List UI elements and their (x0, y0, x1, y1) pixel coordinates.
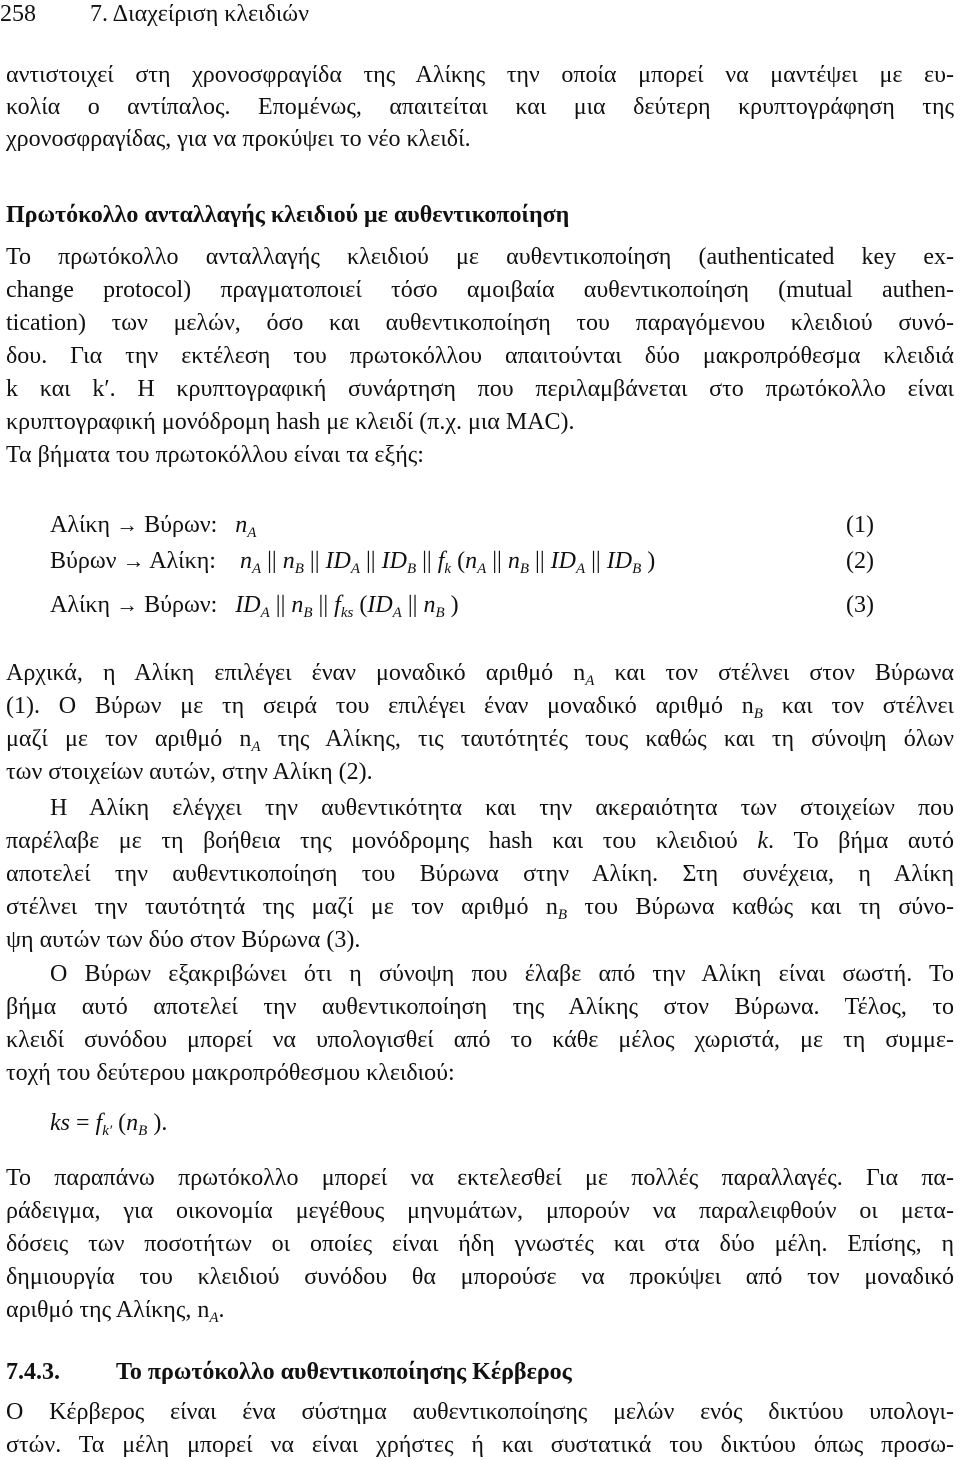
para1-line-5: k και k′. Η κρυπτογραφική συνάρτηση που περιλαμβάνεται στο πρωτόκολλο είναι (6, 376, 954, 402)
para1-line-4: δου. Για την εκτέλεση του πρωτοκόλλου απαιτούνται δύο μακροπρόθεσμα κλειδιά (6, 343, 954, 369)
protocol-step-2: Βύρων → Αλίκη: $n_A$ || $n_B$ || $ID_A$ || $ID_B$ || $f_k$ ($n_A$ || $n_B$ || $ID_A$ || $ID_B$ ) (50, 548, 656, 577)
intro-line-3: χρονοσφραγίδας, για να προκύψει το νέο κλειδί. (6, 126, 471, 152)
protocol-step-1: Αλίκη → Βύρων: $n_A$ (50, 512, 257, 541)
right-arrow-icon: → (122, 548, 145, 573)
para2-line-2: (1). Ο Βύρων με τη σειρά του επιλέγει έναν μοναδικό αριθμό $n_B$ και τον στέλνει (6, 693, 954, 722)
intro-line-2: κολία ο αντίπαλος. Επομένως, απαιτείται και μια δεύτερη κρυπτογράφηση της (6, 94, 954, 120)
para4-line-1: Ο Βύρων εξακριβώνει ότι η σύνοψη που έλαβε από την Αλίκη είναι σωστή. Το (50, 961, 954, 987)
para3-line-2: παρέλαβε με τη βοήθεια της μονόδρομης hash και του κλειδιού k. Το βήμα αυτό (6, 828, 954, 854)
subsection-title: Το πρωτόκολλο αυθεντικοποίησης Κέρβερος (116, 1359, 572, 1385)
para6-line-1: Ο Κέρβερος είναι ένα σύστημα αυθεντικοποίησης μελών ενός δικτύου υπολογι- (6, 1399, 954, 1425)
para6-line-2: στών. Τα μέλη μπορεί να είναι χρήστες ή και συστατικά του δικτύου όπως προσω- (6, 1432, 954, 1458)
right-arrow-icon: → (116, 512, 139, 537)
running-header (0, 0, 309, 28)
para2-line-1: Αρχικά, η Αλίκη επιλέγει έναν μοναδικό αριθμό $n_A$ και τον στέλνει στον Βύρωνα (6, 660, 954, 689)
step-label-1: (1) (846, 512, 874, 538)
para4-line-2: βήμα αυτό αποτελεί την αυθεντικοποίηση της Αλίκης στον Βύρωνα. Τέλος, το (6, 994, 954, 1020)
session-key-formula: ks = $f_{k'}$ ($n_B$ ). (50, 1110, 168, 1139)
subsection-number: 7.4.3. (6, 1359, 60, 1385)
section-heading: Πρωτόκολλο ανταλλαγής κλειδιού με αυθεντικοποίηση (6, 202, 570, 228)
steps-intro: Τα βήματα του πρωτοκόλλου είναι τα εξής: (6, 442, 424, 468)
para5-line-4: δημιουργία του κλειδιού συνόδου θα μπορούσε να προκύψει από τον μοναδικό (6, 1264, 954, 1290)
para3-line-5: ψη αυτών των δύο στον Βύρωνα (3). (6, 927, 361, 953)
intro-line-1: αντιστοιχεί στη χρονοσφραγίδα της Αλίκης την οποία μπορεί να μαντέψει με ευ- (6, 62, 954, 88)
para3-line-4: στέλνει την ταυτότητά της μαζί με τον αριθμό $n_B$ του Βύρωνα καθώς και τη σύνο- (6, 894, 955, 923)
para3-line-1: Η Αλίκη ελέγχει την αυθεντικότητα και την ακεραιότητα των στοιχείων που (50, 795, 954, 821)
para5-line-5: αριθμό της Αλίκης, $n_A$. (6, 1297, 225, 1326)
para1-line-2: change protocol) πραγματοποιεί τόσο αμοιβαία αυθεντικοποίηση (mutual authen- (6, 277, 954, 303)
para1-line-6: κρυπτογραφική μονόδρομη hash με κλειδί (π.χ. μια MAC). (6, 409, 575, 435)
para5-line-1: Το παραπάνω πρωτόκολλο μπορεί να εκτελεσθεί με πολλές παραλλαγές. Για πα- (6, 1165, 954, 1191)
right-arrow-icon: → (116, 592, 139, 617)
para4-line-4: τοχή του δεύτερου μακροπρόθεσμου κλειδιού: (6, 1060, 455, 1086)
step-label-3: (3) (846, 592, 874, 618)
step-label-2: (2) (846, 548, 874, 574)
para5-line-2: ράδειγμα, για οικονομία μεγέθους μηνυμάτων, μπορούν να παραλειφθούν οι μετα- (6, 1198, 954, 1224)
subsection-heading (6, 1357, 572, 1387)
para1-line-1: Το πρωτόκολλο ανταλλαγής κλειδιού με αυθεντικοποίηση (authenticated key ex- (6, 244, 954, 270)
chapter-title: 7. Διαχείριση κλειδιών (90, 1, 309, 27)
para5-line-3: δόσεις των ποσοτήτων οι οποίες είναι ήδη γνωστές και στα δύο μέλη. Επίσης, η (6, 1231, 954, 1257)
para2-line-4: των στοιχείων αυτών, στην Αλίκη (2). (6, 759, 373, 785)
page-number: 258 (0, 1, 36, 27)
para2-line-3: μαζί με τον αριθμό $n_A$ της Αλίκης, τις ταυτότητές τους καθώς και τη σύνοψη όλων (6, 726, 954, 755)
para4-line-3: κλειδί συνόδου μπορεί να υπολογισθεί από το κάθε μέλος χωριστά, με τη συμμε- (6, 1027, 954, 1053)
para1-line-3: tication) των μελών, όσο και αυθεντικοποίηση του παραγόμενου κλειδιού συνό- (6, 310, 954, 336)
protocol-step-3: Αλίκη → Βύρων: $ID_A$ || $n_B$ || $f_{ks}$ ($ID_A$ || $n_B$ ) (50, 592, 459, 621)
para3-line-3: αποτελεί την αυθεντικοποίηση του Βύρωνα στην Αλίκη. Στη συνέχεια, η Αλίκη (6, 861, 954, 887)
